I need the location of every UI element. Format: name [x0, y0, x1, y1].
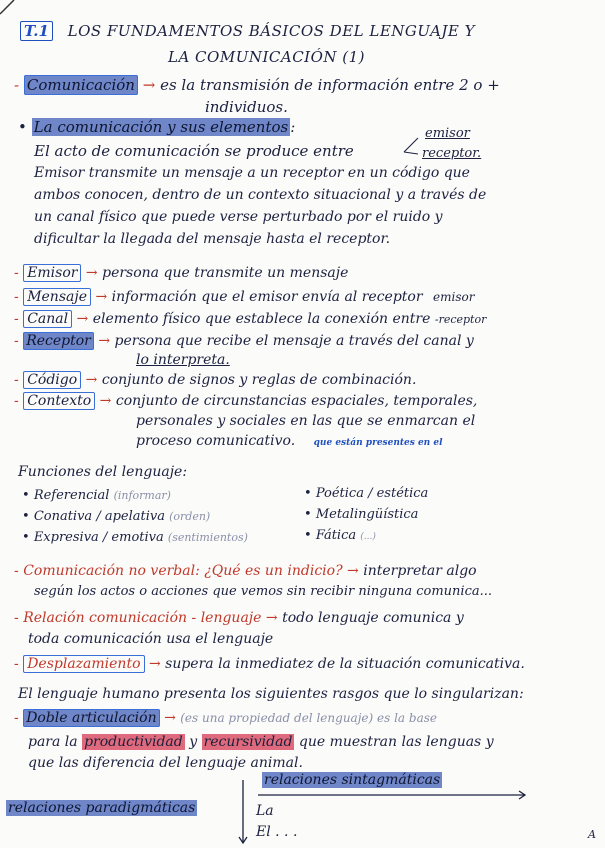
diagram-row-la: La: [256, 803, 274, 819]
def-emisor-text: persona que transmite un mensaje: [102, 265, 349, 281]
diagram-row-el: El . . .: [256, 824, 298, 840]
elementos-p5: dificultar la llegada del mensaje hasta el receptor.: [34, 231, 391, 247]
note-emisor: emisor: [425, 126, 470, 141]
funcion-left-2: • Expresiva / emotiva (sentimientos): [22, 530, 248, 545]
def-emisor: - Emisor → persona que transmite un mensaje: [14, 265, 349, 281]
branch-emisor: [404, 138, 418, 152]
doble-articulacion-row: - Doble articulación → (es una propiedad del lenguaje) es la base: [14, 710, 437, 726]
funciones-heading: Funciones del lenguaje:: [18, 464, 188, 480]
def-codigo-text: conjunto de signos y reglas de combinación.: [101, 372, 417, 388]
recursividad-highlight: recursividad: [203, 734, 293, 750]
def-receptor-term: Receptor: [23, 332, 94, 350]
relacion-term: Relación comunicación - lenguaje: [23, 610, 262, 626]
rasgos-line-3: que las diferencia del lenguaje animal.: [28, 755, 303, 771]
doble-articulacion-def: (es una propiedad del lenguaje) es la base: [180, 711, 437, 725]
def-codigo-term: Código: [23, 371, 81, 389]
relacion-row: - Relación comunicación - lenguaje → todo lenguaje comunica y: [14, 610, 464, 626]
note-receptor: receptor.: [422, 146, 482, 161]
def-receptor-text-2: lo interpreta.: [136, 352, 230, 368]
def-contexto-text-3-main: proceso comunicativo.: [136, 433, 296, 449]
def-receptor-text: persona que recibe el mensaje a través del canal y: [114, 333, 474, 349]
desplazamiento-row: - Desplazamiento → supera la inmediatez de la situación comunicativa.: [14, 656, 525, 672]
def-contexto-text-2: personales y sociales en las que se enmarcan el: [136, 413, 476, 429]
relaciones-paradigmaticas: relaciones paradigmáticas: [8, 800, 196, 816]
relacion-def-2: toda comunicación usa el lenguaje: [28, 631, 274, 647]
rasgos-para-la: para la: [28, 734, 78, 750]
rasgos-line-2: [28, 734, 494, 750]
no-verbal-def-2: según los actos o acciones que vemos sin recibir ninguna comunica...: [34, 584, 493, 599]
def-mensaje-note: emisor: [433, 290, 475, 304]
branch-receptor: [404, 152, 418, 154]
def-contexto-note: que están presentes en el: [313, 438, 443, 448]
comunicacion-row: - Comunicación → es la transmisión de información entre 2 o +: [14, 76, 500, 94]
funcion-left-0: • Referencial (informar): [22, 488, 171, 503]
elementos-p2: Emisor transmite un mensaje a un receptor en un código que: [34, 165, 470, 181]
rasgos-y: y: [189, 734, 198, 750]
elementos-p4: un canal físico que puede verse perturbado por el ruido y: [34, 209, 443, 225]
elementos-heading: La comunicación y sus elementos: [33, 118, 289, 136]
def-receptor: - Receptor → persona que recibe el mensaje a través del canal y: [14, 333, 474, 349]
funcion-referencial-note: (informar): [113, 489, 171, 502]
def-mensaje: - Mensaje → información que el emisor envía al receptor emisor: [14, 289, 475, 305]
relaciones-sintagmaticas: relaciones sintagmáticas: [264, 772, 441, 788]
def-canal-term: Canal: [23, 310, 72, 328]
def-canal-text: elemento físico que establece la conexión entre: [92, 311, 431, 327]
funcion-conativa-note: (orden): [169, 510, 211, 523]
def-contexto-term: Contexto: [23, 392, 95, 410]
header: [20, 22, 475, 40]
productividad-highlight: productividad: [84, 734, 183, 750]
funcion-poetica: Poética / estética: [315, 486, 429, 501]
no-verbal-row: - Comunicación no verbal: ¿Qué es un indicio? → interpretar algo: [14, 563, 477, 579]
desplazamiento-def: supera la inmediatez de la situación comunicativa.: [165, 656, 525, 672]
def-mensaje-term: Mensaje: [23, 288, 91, 306]
funcion-right-0: • Poética / estética: [304, 486, 429, 501]
elementos-p1: El acto de comunicación se produce entre: [34, 142, 354, 160]
def-canal-note: receptor: [438, 313, 487, 326]
funcion-fatica: Fática: [315, 528, 357, 543]
page-title: LOS FUNDAMENTOS BÁSICOS DEL LENGUAJE Y: [67, 22, 476, 40]
def-contexto-text-3: [136, 433, 443, 449]
def-mensaje-text: información que el emisor envía al receptor: [111, 289, 423, 305]
funcion-metalinguistica: Metalingüística: [315, 507, 419, 522]
topic-tag: T.1: [20, 21, 53, 41]
funcion-expresiva-note: (sentimientos): [167, 531, 248, 544]
relacion-def: todo lenguaje comunica y: [282, 610, 464, 626]
def-canal: - Canal → elemento físico que establece la conexión entre -receptor: [14, 311, 487, 327]
corner-stroke: [0, 0, 14, 14]
funcion-expresiva: Expresiva / emotiva: [33, 530, 164, 545]
comunicacion-term: Comunicación: [24, 75, 138, 95]
funcion-right-1: • Metalingüística: [304, 507, 419, 522]
comunicacion-def-2: individuos.: [205, 98, 288, 116]
def-contexto: - Contexto → conjunto de circunstancias espaciales, temporales,: [14, 393, 478, 409]
funcion-right-2: • Fática (...): [304, 528, 376, 543]
def-codigo: - Código → conjunto de signos y reglas de combinación.: [14, 372, 417, 388]
page-mark: A: [588, 828, 596, 841]
no-verbal-term: Comunicación no verbal: ¿Qué es un indicio?: [23, 563, 343, 579]
def-contexto-text: conjunto de circunstancias espaciales, temporales,: [115, 393, 478, 409]
funcion-fatica-note: (...): [360, 532, 376, 542]
funcion-left-1: • Conativa / apelativa (orden): [22, 509, 211, 524]
elementos-p3: ambos conocen, dentro de un contexto situacional y a través de: [34, 187, 487, 203]
elementos-heading-row: • La comunicación y sus elementos :: [18, 118, 296, 136]
def-emisor-term: Emisor: [23, 264, 81, 282]
rasgos-intro: El lenguaje humano presenta los siguientes rasgos que lo singularizan:: [18, 686, 524, 702]
desplazamiento-term: Desplazamiento: [23, 655, 144, 673]
doble-articulacion-term: Doble articulación: [23, 709, 159, 727]
comunicacion-def: es la transmisión de información entre 2 o +: [160, 76, 500, 94]
funcion-referencial: Referencial: [33, 488, 110, 503]
funcion-conativa: Conativa / apelativa: [33, 509, 165, 524]
page-title-line2: LA COMUNICACIÓN (1): [168, 48, 366, 66]
no-verbal-def: interpretar algo: [363, 563, 477, 579]
rasgos-muestran: que muestran las lenguas y: [298, 734, 494, 750]
